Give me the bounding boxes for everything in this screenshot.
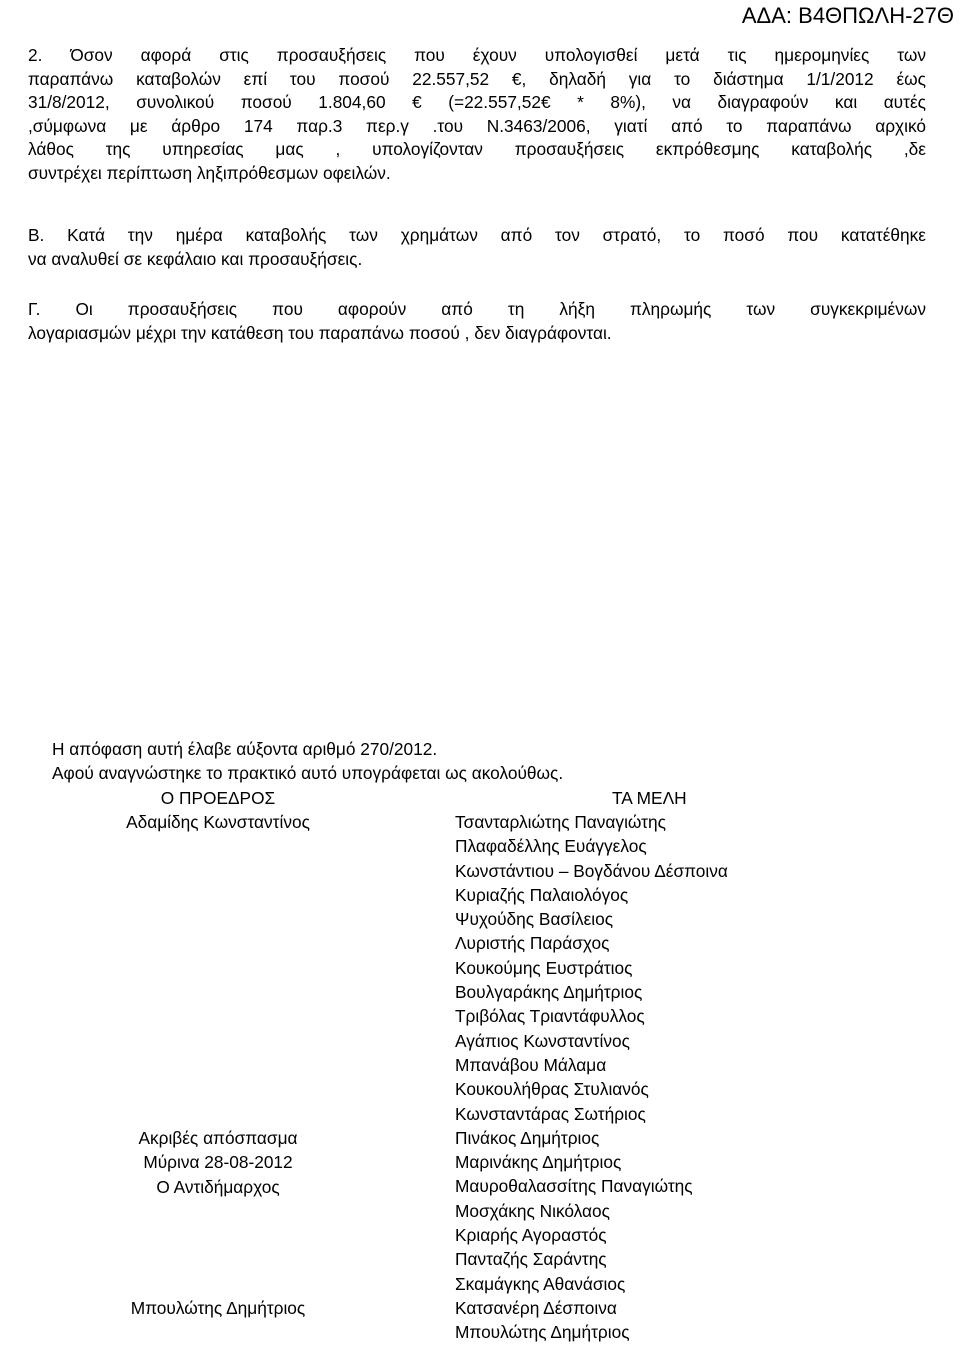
paragraph-2 bbox=[28, 44, 926, 185]
member-name: Κωνστάντιου – Βογδάνου Δέσποινα bbox=[455, 860, 728, 881]
member-name: Κατσανέρη Δέσποινα bbox=[455, 1297, 617, 1318]
paragraph-line: λάθος της υπηρεσίας μας , υπολογίζονταν προσαυξήσεις εκπρόθεσμης καταβολής ,δε bbox=[28, 139, 926, 159]
member-name: Μπανάβου Μάλαμα bbox=[455, 1054, 607, 1075]
paragraph-line: Γ. Οι προσαυξήσεις που αφορούν από τη λήξη πληρωμής των συγκεκριμένων bbox=[28, 299, 926, 319]
member-name: Βουλγαράκης Δημήτριος bbox=[455, 982, 643, 1003]
paragraph-line: 31/8/2012, συνολικού ποσού 1.804,60 € (=22.557,52€ * 8%), να διαγραφούν και αυτές bbox=[28, 92, 926, 112]
paragraph-g bbox=[28, 298, 926, 345]
member-name: Ψυχούδης Βασίλειος bbox=[455, 909, 614, 930]
member-name: Κριαρής Αγοραστός bbox=[455, 1225, 607, 1246]
paragraph-line: παραπάνω καταβολών επί του ποσού 22.557,52 €, δηλαδή για το διάστημα 1/1/2012 έως bbox=[28, 68, 926, 89]
member-name: Τριβόλας Τριαντάφυλλος bbox=[455, 1006, 645, 1027]
member-name: Πλαφαδέλλης Ευάγγελος bbox=[455, 836, 647, 857]
president-heading: Ο ΠΡΟΕΔΡΟΣ bbox=[160, 788, 276, 808]
paragraph-line: να αναλυθεί σε κεφάλαιο και προσαυξήσεις. bbox=[28, 248, 363, 269]
members-list bbox=[455, 810, 728, 1345]
member-name: Κουκουλήθρας Στυλιανός bbox=[455, 1079, 649, 1100]
paragraph-line: ,σύμφωνα με άρθρο 174 παρ.3 περ.γ .του Ν.3463/2006, γιατί από το παραπάνω αρχικό bbox=[28, 115, 926, 136]
ada-code: ΑΔΑ: Β4ΘΠΩΛΗ-27Θ bbox=[741, 3, 954, 28]
member-name: Μαρινάκης Δημήτριος bbox=[455, 1152, 622, 1173]
member-name: Αγάπιος Κωνσταντίνος bbox=[455, 1030, 630, 1051]
paragraph-line: 2. Όσον αφορά στις προσαυξήσεις που έχουν υπολογισθεί μετά τις ημερομηνίες των bbox=[28, 45, 926, 65]
paragraph-line: συντρέχει περίπτωση ληξιπρόθεσμων οφειλών. bbox=[28, 162, 391, 183]
member-name: Κωνσταντάρας Σωτήριος bbox=[455, 1103, 646, 1124]
member-name: Τσανταρλιώτης Παναγιώτης bbox=[455, 812, 666, 832]
signing-text: Αφού αναγνώστηκε το πρακτικό αυτό υπογράφεται ως ακολούθως. bbox=[52, 763, 564, 783]
member-name: Κουκούμης Ευστράτιος bbox=[455, 957, 633, 978]
paragraph-line: Β. Κατά την ημέρα καταβολής των χρημάτων από τον στρατό, το ποσό που κατατέθηκε bbox=[28, 225, 926, 245]
member-name: Μπουλώτης Δημήτριος bbox=[455, 1322, 630, 1343]
member-name: Μοσχάκης Νικόλαος bbox=[455, 1200, 610, 1221]
extract-role: Ο Αντιδήμαρχος bbox=[156, 1176, 280, 1197]
paragraph-b bbox=[28, 224, 926, 271]
decision-number-text: Η απόφαση αυτή έλαβε αύξοντα αριθμό 270/2012. bbox=[52, 739, 438, 759]
paragraph-line: λογαριασμών μέχρι την κατάθεση του παραπάνω ποσού , δεν διαγράφονται. bbox=[28, 322, 612, 343]
member-name: Κυριαζής Παλαιολόγος bbox=[455, 884, 629, 905]
member-name: Πανταζής Σαράντης bbox=[455, 1249, 607, 1270]
member-name: Λυριστής Παράσχος bbox=[455, 933, 610, 954]
extract-label: Ακριβές απόσπασμα bbox=[138, 1127, 298, 1148]
member-name: Σκαμάγκης Αθανάσιος bbox=[455, 1273, 626, 1294]
president-name: Αδαμίδης Κωνσταντίνος bbox=[126, 812, 310, 832]
extract-place-date: Μύρινα 28-08-2012 bbox=[143, 1152, 293, 1173]
extract-name: Μπουλώτης Δημήτριος bbox=[130, 1298, 306, 1318]
members-heading: ΤΑ ΜΕΛΗ bbox=[612, 788, 687, 808]
member-name: Μαυροθαλασσίτης Παναγιώτης bbox=[455, 1176, 693, 1197]
member-name: Πινάκος Δημήτριος bbox=[455, 1127, 600, 1148]
